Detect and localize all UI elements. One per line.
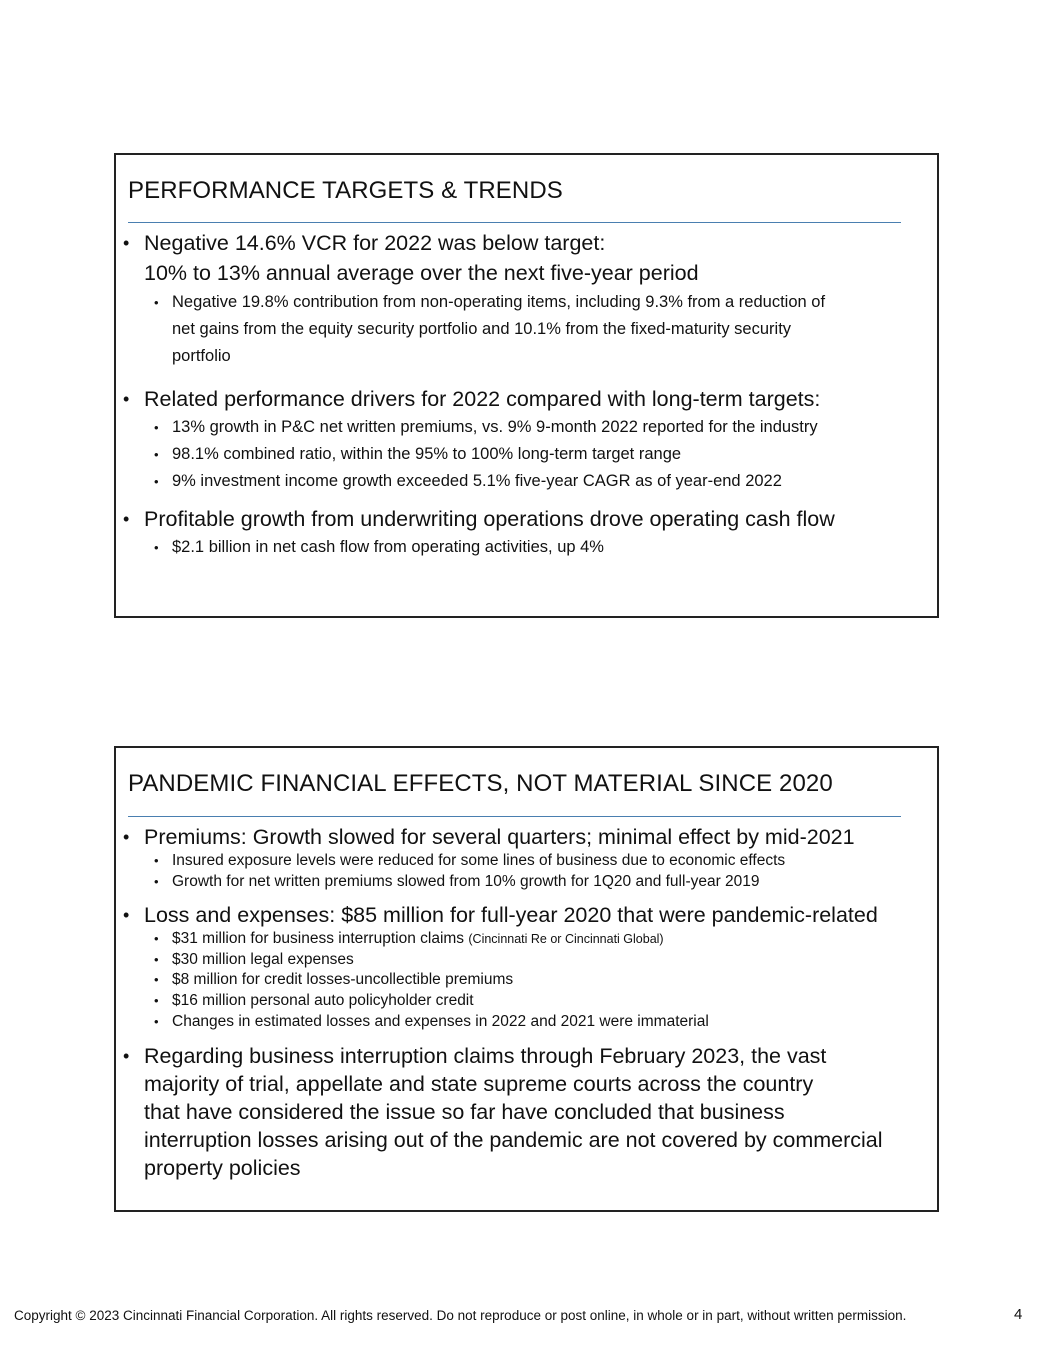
bullet-text: that have considered the issue so far have concluded that business <box>144 1100 785 1125</box>
slide-title: PANDEMIC FINANCIAL EFFECTS, NOT MATERIAL SINCE 2020 <box>128 770 833 797</box>
sub-bullet-bi-claims <box>116 929 937 950</box>
sub-bullet-premium-growth: • 13% growth in P&C net written premiums, vs. 9% 9-month 2022 reported for the industry <box>116 414 937 441</box>
sub-bullet-exposure: • Insured exposure levels were reduced for some lines of business due to economic effects <box>116 851 937 872</box>
sub-bullet-non-operating <box>116 289 937 370</box>
sub-bullet-text: net gains from the equity security portfolio and 10.1% from the fixed-maturity security <box>172 320 792 338</box>
sub-bullet-legal-expenses: • $30 million legal expenses <box>116 950 937 971</box>
sub-bullet-note: (Cincinnati Re or Cincinnati Global) <box>468 932 664 947</box>
sub-bullet-investment-income: • 9% investment income growth exceeded 5.1% five-year CAGR as of year-end 2022 <box>116 468 937 495</box>
sub-bullet-text: $31 million for business interruption claims <box>172 930 465 948</box>
bullet-profitable-growth: • Profitable growth from underwriting operations drove operating cash flow <box>116 504 937 534</box>
slide-content <box>116 228 937 561</box>
bullet-vcr <box>116 228 937 288</box>
sub-bullet-cash-flow: • $2.1 billion in net cash flow from operating activities, up 4% <box>116 534 937 561</box>
sub-bullet-credit-losses: • $8 million for credit losses-uncollectible premiums <box>116 970 937 991</box>
sub-bullet-growth-slowed: • Growth for net written premiums slowed from 10% growth for 1Q20 and full-year 2019 <box>116 872 937 893</box>
pandemic-effects-slide <box>114 746 939 1212</box>
bullet-premiums: • Premiums: Growth slowed for several quarters; minimal effect by mid-2021 <box>116 824 937 851</box>
bullet-text: 10% to 13% annual average over the next five-year period <box>144 261 699 285</box>
sub-bullet-auto-credit: • $16 million personal auto policyholder credit <box>116 991 937 1012</box>
bullet-text: interruption losses arising out of the pandemic are not covered by commercial <box>144 1128 883 1153</box>
title-divider <box>128 222 901 223</box>
bullet-loss-expenses: • Loss and expenses: $85 million for full-year 2020 that were pandemic-related <box>116 902 937 929</box>
copyright-footer: Copyright © 2023 Cincinnati Financial Corporation. All rights reserved. Do not reproduce or post online, in whole or in part, without written permission. <box>14 1308 907 1323</box>
slide-title: PERFORMANCE TARGETS & TRENDS <box>128 177 563 204</box>
slide-content <box>116 824 937 1182</box>
bullet-bi-claims-courts <box>116 1042 937 1182</box>
sub-bullet-text: portfolio <box>172 347 231 365</box>
bullet-text: • Regarding business interruption claims through February 2023, the vast <box>144 1044 827 1069</box>
bullet-text: majority of trial, appellate and state supreme courts across the country <box>144 1072 814 1097</box>
sub-bullet-combined-ratio: • 98.1% combined ratio, within the 95% to 100% long-term target range <box>116 441 937 468</box>
bullet-performance-drivers: • Related performance drivers for 2022 compared with long-term targets: <box>116 384 937 414</box>
sub-bullet-changes-immaterial: • Changes in estimated losses and expenses in 2022 and 2021 were immaterial <box>116 1012 937 1033</box>
title-divider <box>128 816 901 817</box>
bullet-text: property policies <box>144 1156 301 1181</box>
performance-targets-slide <box>114 153 939 618</box>
page-number: 4 <box>1014 1306 1023 1323</box>
sub-bullet-text: • Negative 19.8% contribution from non-operating items, including 9.3% from a reduction of <box>172 293 826 311</box>
bullet-text: • Negative 14.6% VCR for 2022 was below target: <box>144 231 606 255</box>
